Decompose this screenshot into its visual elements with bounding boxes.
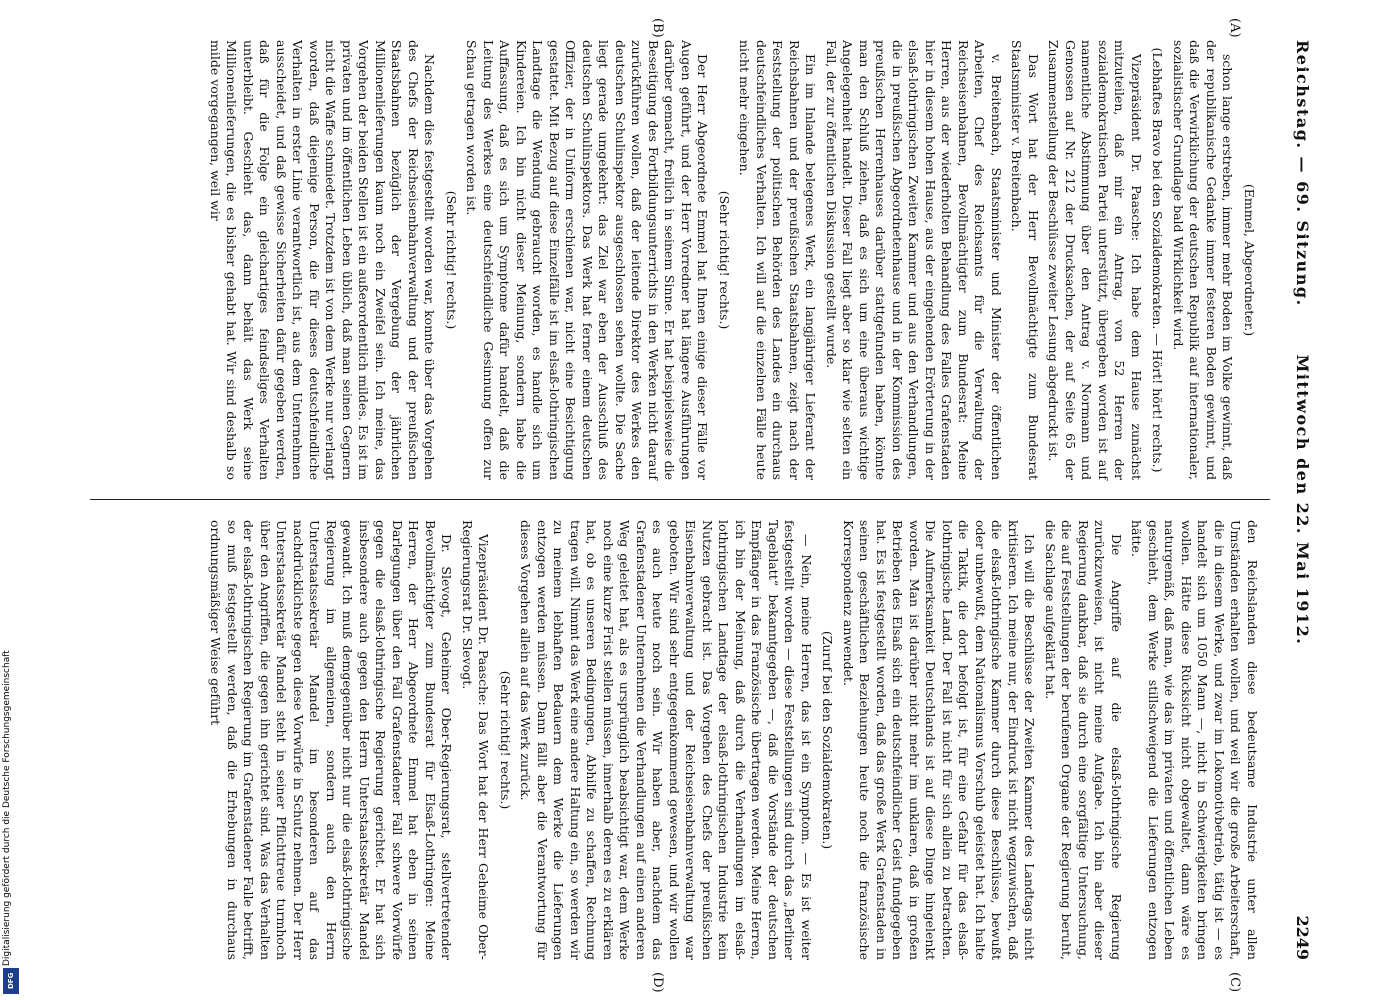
left-column (203, 40, 1261, 480)
margin-marker-d: (D) (650, 972, 665, 993)
right-column-paragraph: — Nein, meine Herren, das ist ein Symptom. — Es ist weiter festgestellt worden — diese Feststellungen sind durch das „Berliner Tageblatt“ bekanntgegeben —, daß die Vorstände der deutschen Empfänger in das Französische übertragen werden. Meine Herren, ich bin der Meinung, daß durch die Verhandlungen im elsaß-lothringischen Landtage der elsaß-lothringischen Industrie kein Nutzen gebracht ist. Das Vorgehen des Chefs der preußischen Eisenbahnverwaltung und der Reichseisenbahnverwaltung war geboten. Wir sind sehr entgegenkommend gewesen, und wir wollen es auch heute noch sein. Wir haben aber, nachdem das Grafenstadener Unternehmen die Verhandlungen auf einen anderen Weg geleitet hat, als es ursprünglich beabsichtigt war, dem Werke noch eine kurze Frist stellen müssen, innerhalb deren es zu erklären hat, ob es unseren Bedingungen, Abhilfe zu schaffen, Rechnung tragen will. Nimmt das Werk eine andere Haltung ein, so werden wir zu meinem lebhaften Bedauern dem Werke die Lieferungen entzogen werden müssen. Dann fällt aber die Verantwortung für dieses Vorgehen allein auf das Werk zurück. (518, 520, 814, 960)
left-column-paragraph: Das Wort hat der Herr Bevollmächtigte zum Bundesrat Staatsminister v. Breitenbach. (1009, 40, 1041, 480)
side-strip (0, 0, 22, 1000)
left-column-paragraph: Der Herr Abgeordnete Emmel hat Ihnen einige dieser Fälle vor Augen geführt, und der Herr Vorredner hat längere Ausführungen darüber gemacht, freilich in seinem Sinne. Er hat beispielsweise die Beseitigung des Fortbildungsunterrichts in den Werken nicht darauf zurückführen wollen, daß der leitende Direktor des Werkes den deutschen Schulinspektor ausgeschlossen sehen wollte. Die Sache liegt gerade umgekehrt: das Ziel war eben der Ausschluß des deutschen Schulinspektors. Das Werk hat ferner einem deutschen Offizier, der in Uniform erschienen war, nicht eine Besichtigung gestattet. Mit Bezug auf diese Einzelfälle ist im elsaß-lothringischen Landtage die Wendung gebraucht worden, es handle sich um Kindereien. Ich bin nicht dieser Meinung, sondern habe die Auffassung, daß es sich um Symptome dafür handelt, daß die Leitung des Werkes eine deutschfeindliche Gesinnung offen zur Schau getragen worden ist. (464, 40, 711, 480)
page-number: 2249 (1293, 915, 1312, 960)
page-header (1282, 40, 1312, 960)
left-column-remark: (Emmel, Abgeordneter.) (1242, 183, 1257, 337)
right-column-remark: (Zuruf bei den Sozialdemokraten.) (820, 630, 836, 850)
dfg-logo: DFG (3, 968, 19, 994)
document-page (70, 0, 1330, 1000)
right-column-paragraph: den Reichslanden diese bedeutsame Industrie unter allen Umständen erhalten wollen, und weil wir die große Arbeiterschaft, die in diesem Werke, und zwar im Lokomotivbetrieb, tätig ist — es handelt sich um 1050 Mann —, nicht in Schwierigkeiten bringen wollen. Hätte diese Rücksicht nicht obgewaltet, dann wäre es naturgemäß, daß man, wie das im privaten und öffentlichen Leben geschieht, dem Werke stillschweigend die Lieferungen entzogen hätte. (1129, 520, 1260, 960)
margin-marker-a: (A) (1227, 18, 1242, 38)
header-center: Mittwoch den 22. Mai 1912. (1293, 354, 1312, 646)
left-column-remark: (Sehr richtig! rechts.) (444, 190, 459, 330)
right-column (203, 520, 1260, 960)
funding-note: Digitalisierung gefördert durch die Deutsche Forschungsgemeinschaft (2, 650, 12, 966)
right-column-paragraph: Ich will die Beschlüsse der Zweiten Kammer des Landtags nicht kritisieren. Ich meine nur, der Eindruck ist nicht wegzuwischen, daß die elsaß-lothringische Kammer durch diese Beschlüsse, bewußt oder unbewußt, dem Nationalismus Vorschub geleistet hat. Ich halte die Taktik, die dort befolgt ist, für eine Gefahr für das elsaß-lothringische Land. Der Fall ist nicht für sich allein zu betrachten. Die Aufmerksamkeit Deutschlands ist auf diese Dinge hingelenkt worden. Man ist darüber nicht mehr im unklaren, daß in großen Betrieben des Elsaß sich ein deutschfeindlicher Geist fundgegeben hat. Es ist festgestellt worden, daß das große Werk Grafenstaden in seinen geschäftlichen Beziehungen heute noch die französische Korrespondenz anwendet. (841, 520, 1038, 960)
left-column-paragraph: v. Breitenbach, Staatsminister und Minister der öffentlichen Arbeiten, Chef des Reichsamts für die Verwaltung der Reichseisenbahnen, Bevollmächtigter zum Bundesrat: Meine Herren, aus der wiederholten Behandlung des Falles Grafenstaden hier in diesem hohen Hause, aus der eingehenden Erörterung in der elsaß-lothringischen Zweiten Kammer und aus den Verhandlungen, die in preußischen Abgeordnetenhause und in der Kommission des preußischen Herrenhauses darüber stattgefunden haben, könnte man den Schluß ziehen, daß es sich um eine überaus wichtige Angelegenheit handelt. Dieser Fall liegt aber so klar wie selten ein Fall, der zur öffentlichen Diskussion gestellt wurde. (824, 40, 1004, 480)
right-column-paragraph: Die Angriffe auf die elsaß-lothringische Regierung zurückzuweisen, ist nicht meine Aufgabe. Ich bin aber dieser Regierung dankbar, daß sie durch eine sorgfältige Untersuchung, die auf Feststellungen der berufenen Organe der Regierung beruht, die Sachlage aufgeklärt hat. (1043, 520, 1124, 960)
left-column-remark: (Sehr richtig! rechts.) (717, 190, 732, 330)
header-left: Reichstag. — 69. Sitzung. (1293, 40, 1312, 307)
right-column-paragraph: Dr. Slevogt, Geheimer Ober-Regierungsrat, stellvertretender Bevollmächtigter zum Bundesrat für Elsaß-Lothringen: Meine Herren, der Herr Abgeordnete Emmel hat eben in seinen Darlegungen über den Fall Grafenstadener Fall schwere Vorwürfe gegen die elsaß-lothringische Regierung gerichtet. Er hat sich insbesondere auch gegen den Herrn Unterstaatssekretär Mandel gewandt. Ich muß demgegenüber nicht nur die elsaß-lothringische Regierung im allgemeinen, sondern auch den Herrn Unterstaatssekretär Mandel im besonderen auf das nachdrücklichste gegen diese Vorwürfe in Schutz nehmen. Der Herr Unterstaatssekretär Mandel steht in seiner Pflichttreue turmhoch über den Angriffen, die gegen ihn gerichtet sind. Was das Verhalten der elsaß-lothringischen Regierung im Grafenstadener Falle betrifft, so muß festgestellt werden, daß die Erhebungen in durchaus ordnungsmäßiger Weise geführt (208, 520, 455, 960)
left-column-paragraph: Ein im Inlande belegenes Werk, ein langjähriger Lieferant der Reichsbahnen und der preußischen Staatsbahnen, zeigt nach der Feststellung der politischen Behörden des Landes ein durchaus deutschfeindliches Verhalten. Ich will auf die einzelnen Fälle heute nicht mehr eingehen. (737, 40, 819, 480)
left-column-paragraph: Nachdem dies festgestellt worden war, konnte über das Vorgehen des Chefs der Reichseisenbahnverwaltung und der preußischen Staatsbahnen bezüglich der Vergebung der jährlichen Millionenlieferungen kaum noch ein Zweifel sein. Ich meine, das Vorgehen der beiden Stellen ist ein außerordentlich mildes. Es ist im privaten und im öffentlichen Leben üblich, daß man seinen Gegnern nicht die Waffe schmiedet. Trotzdem ist von dem Werke nur verlangt worden, daß diejenige Person, die für dieses deutschfeindliche Verhalten in erster Linie verantwortlich ist, aus dem Unternehmen ausscheidet, und daß gewisse Sicherheiten dafür gegeben werden, daß für die Folge ein gleichartiges feindseliges Verhalten unterbleibt. Geschieht das, dann behält das Werk seine Millionenlieferungen, die es bisher gehabt hat. Wir sind deshalb so milde vorgegangen, weil wir (208, 40, 438, 480)
left-column-paragraph: schon lange erstreben, immer mehr Boden im Volke gewinnt, daß der republikanische Gedanke immer festeren Boden gewinnt, und daß die Verwirklichung der deutschen Republik auf internationaler, sozialistischer Grundlage bald Wirklichkeit wird. (1171, 40, 1236, 480)
left-column-paragraph: Vizepräsident Dr. Paasche: Ich habe dem Hause zunächst mitzuteilen, daß mir ein Antrag, von 52 Herren der sozialdemokratischen Partei unterstützt, übergeben worden ist auf namentliche Abstimmung über den Antrag v. Normann und Genossen auf Nr. 212 der Drucksachen, der auf Seite 65 der Zusammenstellung der Beschlüsse zweiter Lesung abgedruckt ist. (1046, 40, 1144, 480)
right-column-paragraph: Vizepräsident Dr. Paasche: Das Wort hat der Herr Geheime Ober-Regierungsrat Dr. Slevogt. (460, 520, 492, 960)
column-divider (90, 499, 1270, 500)
left-column-remark: (Lebhaftes Bravo bei den Sozialdemokraten. — Hört! hört! rechts.) (1150, 47, 1166, 473)
margin-marker-c: (C) (1227, 972, 1242, 993)
margin-marker-b: (B) (650, 18, 665, 38)
right-column-remark: (Sehr richtig! rechts.) (498, 670, 513, 810)
